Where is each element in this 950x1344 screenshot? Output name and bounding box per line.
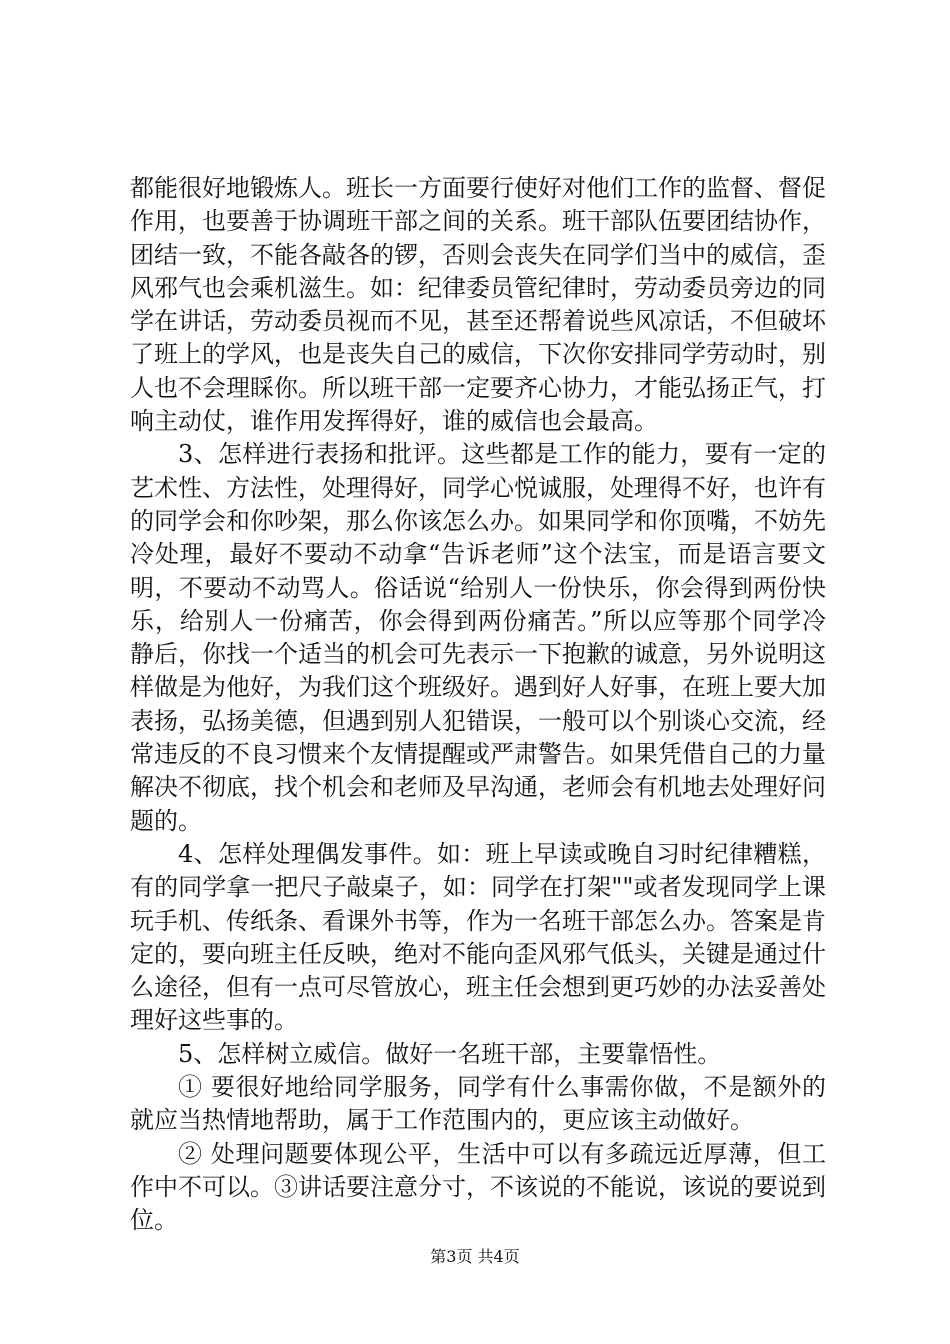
page-number-footer: 第3页 共4页 xyxy=(430,1247,520,1266)
paragraph-4: 5、怎样树立威信。做好一名班干部，主要靠悟性。 xyxy=(178,1039,722,1068)
paragraph-2: 3、怎样进行表扬和批评。这些都是工作的能力，要有一定的艺术性、方法性，处理得好，同学心悦诚服，处理得不好，也许有的同学会和你吵架，那么你该怎么办。如果同学和你顶嘴，不妨先冷处理，最好不要动不动拿“告诉老师”这个法宝，而是语言要文明，不要动不动骂人。俗话说“给别人一份快乐，你会得到两份快乐，给别人一份痛苦，你会得到两份痛苦。”所以应等那个同学冷静后，你找一个适当的机会可先表示一下抱歉的诚意，另外说明这样做是为他好，为我们这个班级好。遇到好人好事，在班上要大加表扬，弘扬美德，但遇到别人犯错误，一般可以个别谈心交流，经常违反的不良习惯来个友情提醒或严肃警告。如果凭借自己的力量解决不彻底，找个机会和老师及早沟通，老师会有机地去处理好问题的。 xyxy=(130,440,826,835)
paragraph-1: 都能很好地锻炼人。班长一方面要行使好对他们工作的监督、督促作用，也要善于协调班干部之间的关系。班干部队伍要团结协作，团结一致，不能各敲各的锣，否则会丧失在同学们当中的威信，歪风邪气也会乘机滋生。如：纪律委员管纪律时，劳动委员旁边的同学在讲话，劳动委员视而不见，甚至还帮着说些风凉话，不但破坏了班上的学风，也是丧失自己的威信，下次你安排同学劳动时，别人也不会理睬你。所以班干部一定要齐心协力，才能弘扬正气，打响主动仗，谁作用发挥得好，谁的威信也会最高。 xyxy=(130,174,826,436)
paragraph-3: 4、怎样处理偶发事件。如：班上早读或晚自习时纪律糟糕，有的同学拿一把尺子敲桌子，如：同学在打架""或者发现同学上课玩手机、传纸条、看课外书等，作为一名班干部怎么办。答案是肯定的，要向班主任反映，绝对不能向歪风邪气低头，关键是通过什么途径，但有一点可尽管放心，班主任会想到更巧妙的办法妥善处理好这些事的。 xyxy=(130,839,826,1035)
paragraph-6: ② 处理问题要体现公平，生活中可以有多疏远近厚薄，但工作中不可以。③讲话要注意分寸，不该说的不能说，该说的要说到位。 xyxy=(130,1139,826,1235)
paragraph-5: ① 要很好地给同学服务，同学有什么事需你做，不是额外的就应当热情地帮助，属于工作范围内的，更应该主动做好。 xyxy=(130,1073,826,1135)
document-body xyxy=(130,172,826,1238)
